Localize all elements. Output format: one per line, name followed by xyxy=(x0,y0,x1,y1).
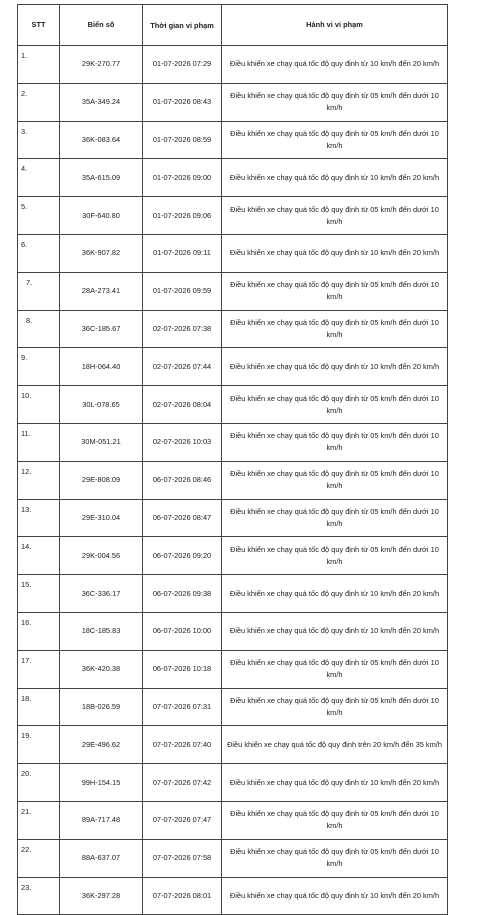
violation-time: 06-07-2026 08:46 xyxy=(143,461,222,499)
table-row xyxy=(18,612,448,650)
table-row xyxy=(18,650,448,688)
license-plate: 18H-064.40 xyxy=(60,348,143,386)
table-row xyxy=(18,197,448,235)
violation-time: 06-07-2026 09:20 xyxy=(143,537,222,575)
violation-time: 07-07-2026 07:31 xyxy=(143,688,222,726)
violation-time: 07-07-2026 07:47 xyxy=(143,801,222,839)
violation-time: 06-07-2026 08:47 xyxy=(143,499,222,537)
violation-time: 02-07-2026 10:03 xyxy=(143,423,222,461)
violation-time: 01-07-2026 09:59 xyxy=(143,272,222,310)
violation-time: 07-07-2026 07:58 xyxy=(143,839,222,877)
violation-description: Điều khiển xe chạy quá tốc độ quy định từ 05 km/h đến dưới 10 km/h xyxy=(222,121,448,159)
license-plate: 88A-637.07 xyxy=(60,839,143,877)
violation-time: 07-07-2026 07:42 xyxy=(143,764,222,802)
row-number: 3. xyxy=(18,121,60,159)
table-row xyxy=(18,348,448,386)
violation-time: 07-07-2026 07:40 xyxy=(143,726,222,764)
violation-time: 06-07-2026 10:18 xyxy=(143,650,222,688)
license-plate: 36K-907.82 xyxy=(60,234,143,272)
license-plate: 29E-496.62 xyxy=(60,726,143,764)
violation-time: 01-07-2026 08:43 xyxy=(143,83,222,121)
violation-description: Điều khiển xe chạy quá tốc độ quy định từ 05 km/h đến dưới 10 km/h xyxy=(222,197,448,235)
license-plate: 30M-051.21 xyxy=(60,423,143,461)
license-plate: 36K-083.64 xyxy=(60,121,143,159)
header-plate: Biển số xyxy=(60,5,143,46)
license-plate: 36C-185.67 xyxy=(60,310,143,348)
header-stt: STT xyxy=(18,5,60,46)
row-number: 22. xyxy=(18,839,60,877)
violation-description: Điều khiển xe chạy quá tốc độ quy định từ 10 km/h đến 20 km/h xyxy=(222,612,448,650)
license-plate: 29E-808.09 xyxy=(60,461,143,499)
table-header-row xyxy=(18,5,448,46)
violation-description: Điều khiển xe chạy quá tốc độ quy định từ 05 km/h đến dưới 10 km/h xyxy=(222,801,448,839)
row-number: 17. xyxy=(18,650,60,688)
row-number: 15. xyxy=(18,575,60,613)
row-number: 2. xyxy=(18,83,60,121)
violation-time: 01-07-2026 09:00 xyxy=(143,159,222,197)
row-number: 20. xyxy=(18,764,60,802)
violation-description: Điều khiển xe chạy quá tốc độ quy định từ 10 km/h đến 20 km/h xyxy=(222,348,448,386)
header-time: Thời gian vi phạm xyxy=(143,5,222,46)
violation-time: 02-07-2026 07:38 xyxy=(143,310,222,348)
violation-time: 07-07-2026 08:01 xyxy=(143,877,222,915)
row-number: 23. xyxy=(18,877,60,915)
row-number: 4. xyxy=(18,159,60,197)
table-row xyxy=(18,310,448,348)
row-number: 18. xyxy=(18,688,60,726)
table-row xyxy=(18,423,448,461)
row-number: 19. xyxy=(18,726,60,764)
violation-description: Điều khiển xe chạy quá tốc độ quy định từ 05 km/h đến dưới 10 km/h xyxy=(222,423,448,461)
license-plate: 35A-615.09 xyxy=(60,159,143,197)
table-row xyxy=(18,234,448,272)
violation-description: Điều khiển xe chạy quá tốc độ quy định từ 05 km/h đến dưới 10 km/h xyxy=(222,688,448,726)
violation-description: Điều khiển xe chạy quá tốc độ quy định từ 05 km/h đến dưới 10 km/h xyxy=(222,499,448,537)
table-row xyxy=(18,726,448,764)
table-row xyxy=(18,386,448,424)
row-number: 5. xyxy=(18,197,60,235)
license-plate: 36C-336.17 xyxy=(60,575,143,613)
violation-description: Điều khiển xe chạy quá tốc độ quy định từ 05 km/h đến dưới 10 km/h xyxy=(222,83,448,121)
violation-description: Điều khiển xe chạy quá tốc độ quy định từ 05 km/h đến dưới 10 km/h xyxy=(222,310,448,348)
license-plate: 89A-717.48 xyxy=(60,801,143,839)
row-number: 9. xyxy=(18,348,60,386)
violation-description: Điều khiển xe chạy quá tốc độ quy định từ 05 km/h đến dưới 10 km/h xyxy=(222,272,448,310)
violation-description: Điều khiển xe chạy quá tốc độ quy định từ 05 km/h đến dưới 10 km/h xyxy=(222,386,448,424)
table-row xyxy=(18,764,448,802)
violation-time: 01-07-2026 07:29 xyxy=(143,46,222,84)
license-plate: 29K-270.77 xyxy=(60,46,143,84)
violation-description: Điều khiển xe chạy quá tốc độ quy định từ 10 km/h đến 20 km/h xyxy=(222,764,448,802)
violation-time: 01-07-2026 08:59 xyxy=(143,121,222,159)
table-row xyxy=(18,839,448,877)
row-number: 1. xyxy=(18,46,60,84)
violation-description: Điều khiển xe chạy quá tốc độ quy định từ 10 km/h đến 20 km/h xyxy=(222,234,448,272)
table-row xyxy=(18,877,448,915)
violation-description: Điều khiển xe chạy quá tốc độ quy định từ 10 km/h đến 20 km/h xyxy=(222,575,448,613)
license-plate: 18B-026.59 xyxy=(60,688,143,726)
table-row xyxy=(18,83,448,121)
violations-table xyxy=(17,4,448,915)
license-plate: 29E-310.04 xyxy=(60,499,143,537)
row-number: 13. xyxy=(18,499,60,537)
row-number: 14. xyxy=(18,537,60,575)
violation-time: 02-07-2026 08:04 xyxy=(143,386,222,424)
violation-time: 01-07-2026 09:11 xyxy=(143,234,222,272)
table-row xyxy=(18,121,448,159)
row-number: 7. xyxy=(18,272,60,310)
violation-description: Điều khiển xe chạy quá tốc độ quy định từ 10 km/h đến 20 km/h xyxy=(222,46,448,84)
header-violation: Hành vi vi phạm xyxy=(222,5,448,46)
license-plate: 29K-004.56 xyxy=(60,537,143,575)
row-number: 16. xyxy=(18,612,60,650)
row-number: 6. xyxy=(18,234,60,272)
violation-time: 01-07-2026 09:06 xyxy=(143,197,222,235)
row-number: 21. xyxy=(18,801,60,839)
license-plate: 18C-185.83 xyxy=(60,612,143,650)
table-row xyxy=(18,272,448,310)
license-plate: 36K-420.38 xyxy=(60,650,143,688)
license-plate: 99H-154.15 xyxy=(60,764,143,802)
table-row xyxy=(18,46,448,84)
violation-description: Điều khiển xe chạy quá tốc độ quy định từ 05 km/h đến dưới 10 km/h xyxy=(222,650,448,688)
table-row xyxy=(18,537,448,575)
violation-time: 06-07-2026 09:38 xyxy=(143,575,222,613)
table-row xyxy=(18,159,448,197)
table-row xyxy=(18,461,448,499)
violation-description: Điều khiển xe chạy quá tốc độ quy định từ 05 km/h đến dưới 10 km/h xyxy=(222,537,448,575)
row-number: 11. xyxy=(18,423,60,461)
license-plate: 35A-349.24 xyxy=(60,83,143,121)
row-number: 8. xyxy=(18,310,60,348)
violation-time: 06-07-2026 10:00 xyxy=(143,612,222,650)
license-plate: 36K-297.28 xyxy=(60,877,143,915)
violation-time: 02-07-2026 07:44 xyxy=(143,348,222,386)
license-plate: 30F-640.80 xyxy=(60,197,143,235)
violation-description: Điều khiển xe chạy quá tốc độ quy định từ 10 km/h đến 20 km/h xyxy=(222,877,448,915)
row-number: 10. xyxy=(18,386,60,424)
license-plate: 30L-078.65 xyxy=(60,386,143,424)
license-plate: 28A-273.41 xyxy=(60,272,143,310)
violation-description: Điều khiển xe chạy quá tốc độ quy định từ 10 km/h đến 20 km/h xyxy=(222,159,448,197)
table-row xyxy=(18,499,448,537)
table-row xyxy=(18,801,448,839)
table-row xyxy=(18,575,448,613)
violation-description: Điều khiển xe chạy quá tốc độ quy định từ 05 km/h đến dưới 10 km/h xyxy=(222,839,448,877)
table-body xyxy=(18,46,448,915)
violation-description: Điều khiển xe chạy quá tốc độ quy định trên 20 km/h đến 35 km/h xyxy=(222,726,448,764)
violation-description: Điều khiển xe chạy quá tốc độ quy định từ 05 km/h đến dưới 10 km/h xyxy=(222,461,448,499)
row-number: 12. xyxy=(18,461,60,499)
table-row xyxy=(18,688,448,726)
